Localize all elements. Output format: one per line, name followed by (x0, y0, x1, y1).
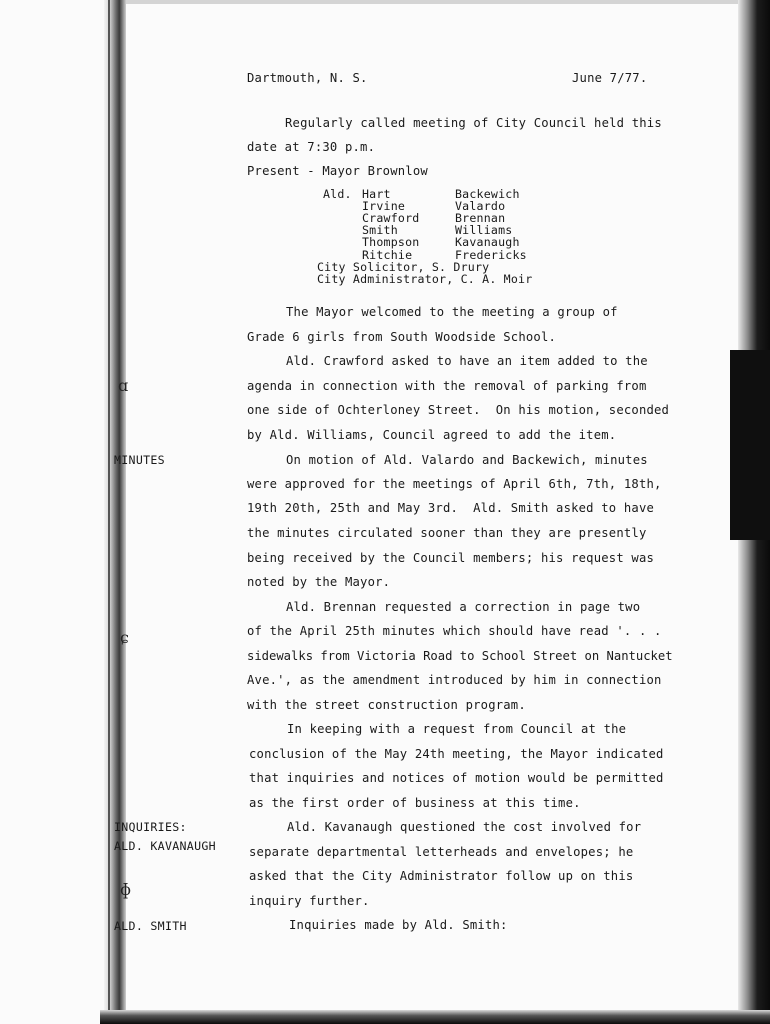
body-line: inquiry further. (249, 894, 370, 908)
body-line: Ave.', as the amendment introduced by him in connection (247, 673, 662, 687)
body-line: On motion of Ald. Valardo and Backewich, minutes (286, 453, 648, 467)
attendee: Williams (455, 223, 513, 237)
body-line: being received by the Council members; his request was (247, 551, 655, 565)
page-top-edge (120, 0, 770, 4)
margin-note-smith: ALD. SMITH (114, 919, 187, 933)
present-line: Present - Mayor Brownlow (247, 164, 428, 178)
margin-note-kavanaugh: ALD. KAVANAUGH (114, 839, 216, 853)
body-line: Grade 6 girls from South Woodside School. (247, 330, 557, 344)
binding-line (108, 0, 110, 1010)
intro-line: Regularly called meeting of City Council held this (285, 116, 662, 130)
header-date: June 7/77. (572, 71, 648, 85)
attendee: Kavanaugh (455, 235, 520, 249)
attendee: Fredericks (455, 248, 527, 262)
body-line: Ald. Crawford asked to have an item added to the (286, 354, 648, 368)
body-line: separate departmental letterheads and envelopes; he (249, 845, 634, 859)
attendee: Brennan (455, 211, 506, 225)
attendee: Smith (362, 223, 398, 237)
body-line: Inquiries made by Ald. Smith: (289, 918, 508, 932)
body-line: noted by the Mayor. (247, 575, 391, 589)
body-line: conclusion of the May 24th meeting, the Mayor indicated (249, 747, 664, 761)
intro-line: date at 7:30 p.m. (247, 140, 376, 154)
tick-mark-icon: ɸ (120, 880, 132, 899)
attendee: Thompson (362, 235, 420, 249)
body-line: with the street construction program. (247, 698, 526, 712)
attendee: Valardo (455, 199, 506, 213)
body-line: Ald. Kavanaugh questioned the cost involved for (287, 820, 642, 834)
margin-note-minutes: MINUTES (114, 453, 165, 467)
page-bottom-edge (100, 1010, 770, 1024)
city-administrator: City Administrator, C. A. Moir (317, 272, 533, 286)
body-line: of the April 25th minutes which should have read '. . . (247, 624, 662, 638)
body-line: the minutes circulated sooner than they are presently (247, 526, 647, 540)
attendee: Ritchie (362, 248, 413, 262)
body-line: that inquiries and notices of motion would be permitted (249, 771, 664, 785)
body-line: agenda in connection with the removal of parking from (247, 379, 647, 393)
attendee: Backewich (455, 187, 520, 201)
tick-mark-icon: ɑ (118, 376, 129, 395)
body-line: The Mayor welcomed to the meeting a group of (286, 305, 618, 319)
header-place: Dartmouth, N. S. (247, 71, 368, 85)
body-line: 19th 20th, 25th and May 3rd. Ald. Smith asked to have (247, 501, 655, 515)
page-edge-tab (730, 350, 770, 540)
body-line: Ald. Brennan requested a correction in page two (286, 600, 641, 614)
margin-note-inquiries: INQUIRIES: (114, 820, 187, 834)
ald-prefix: Ald. (323, 187, 352, 201)
attendee: Irvine (362, 199, 406, 213)
city-solicitor: City Solicitor, S. Drury (317, 260, 490, 274)
body-line: sidewalks from Victoria Road to School Street on Nantucket (247, 649, 673, 663)
attendee: Hart (362, 187, 391, 201)
body-line: In keeping with a request from Council at the (287, 722, 627, 736)
body-line: as the first order of business at this time. (249, 796, 581, 810)
body-line: asked that the City Administrator follow up on this (249, 869, 634, 883)
body-line: one side of Ochterloney Street. On his motion, seconded (247, 403, 670, 417)
tick-mark-icon: ɕ (120, 628, 129, 647)
body-line: were approved for the meetings of April 6th, 7th, 18th, (247, 477, 662, 491)
body-line: by Ald. Williams, Council agreed to add the item. (247, 428, 617, 442)
attendee: Crawford (362, 211, 420, 225)
